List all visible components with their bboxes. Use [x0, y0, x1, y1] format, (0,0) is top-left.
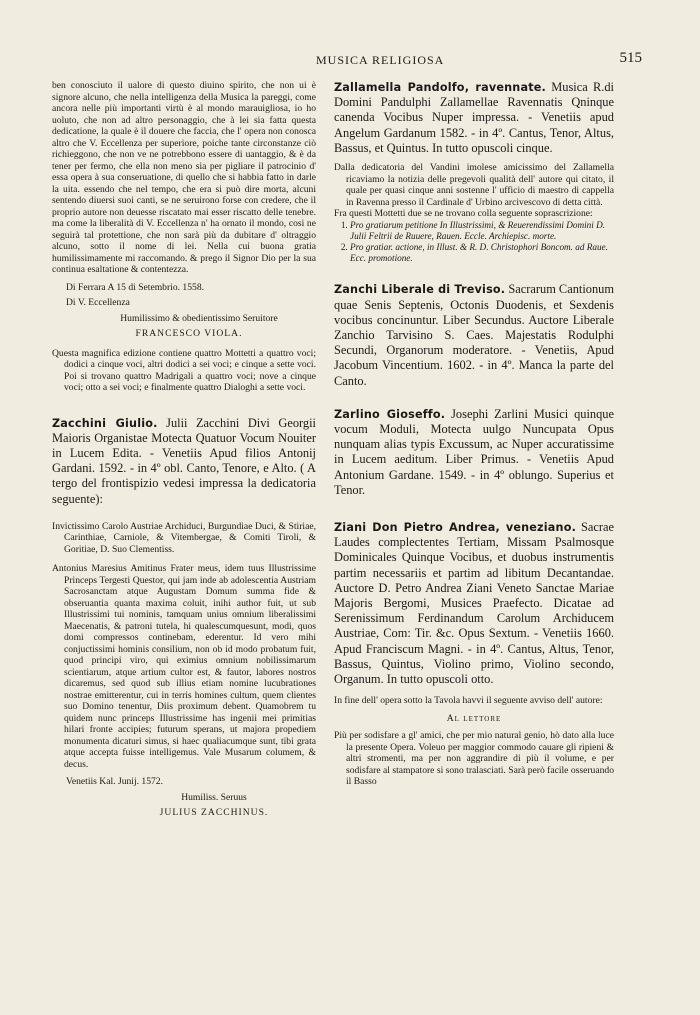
page-header — [54, 50, 642, 70]
entry-zanchi — [334, 282, 614, 388]
motet-list-item: 1. Pro gratiarum petitione In Illustrissimi, & Reuerendissimi Domini D. Julii Feltrii de Ruuere, Rauen. Eccle. Archiepisc. morte. — [350, 220, 614, 242]
letter-date: Di Ferrara A 15 di Setembrio. 1558. — [66, 281, 205, 293]
left-column — [52, 80, 316, 819]
entry-zacchini — [52, 416, 316, 507]
al-lettore-heading: Al lettore — [446, 712, 502, 724]
entry-zarlino — [334, 407, 614, 498]
entry-zarlino-name: Zarlino Gioseffo. — [334, 407, 446, 421]
avviso-text: Più per sodisfare a gl' amici, che per mio natural genio, hò dato alla luce la presente Opera. Voleuo per maggior commodo cauare gli ripieni & altri stromenti, ma per non aggrandire di più il volume, e per sodisfare al stampatore si sono tralasciati. Sarà però facile osseruando il Basso — [334, 730, 614, 788]
latin-signature: JULIUS ZACCHINUS. — [159, 807, 269, 819]
running-title: MUSICA RELIGIOSA — [316, 53, 445, 67]
letter-salutation: Di V. Eccellenza — [66, 297, 130, 308]
ziani-note: In fine dell' opera sotto la Tavola havvi il seguente avviso dell' autore: — [334, 695, 603, 707]
entry-zanchi-body: Sacrarum Cantionum quae Senis Septenis, Octonis Duodenis, et Sexdenis vocibus concinuntur. Liber Secundus. Auctore Liberale Zanchio Tarvisino S. Caes. Majestatis Rodulphi Secundi, Organorum moderatore. - Venetiis, Apud Jacobum Vincentium. 1602. - in 4º. Manca la parte del Canto. — [334, 282, 615, 388]
entry-zacchini-body: Julii Zacchini Divi Georgii Maioris Organistae Motecta Quatuor Vocum Nouiter in Lucem Edita. - Venetiis Apud filios Antonij Gardani. 1592. - in 4º obl. Canto, Tenore, e Alto. ( A tergo del frontispizio vedesi impressa la dedicatoria seguente): — [52, 415, 316, 506]
latin-closing: Humiliss. Seruus — [181, 791, 247, 803]
zallamella-note-2: Fra questi Mottetti due se ne trovano colla seguente soprascrizione: — [334, 208, 593, 220]
motet-list — [334, 220, 614, 265]
letter-body: ben conosciuto il ualore di questo diuino spirito, che non ui è signore alcuno, che nella intelligenza della Musica la pareggi, come ancora nelle più importanti virtù è al mondo marauigliosa, io ho uoluto, che non ad altro personaggio, che à lei sia fatta questa dedicatione, la quale è il douere che faccia, che l' opera non conosca altro che V. Eccellenza per superiore, poiche tante circonstanze ciò richieggono, che non ve ne potrebbono essere di uantaggio, & è da tener per fermo, che ella non meno sia per pigliare il patrocinio d' essa opera à sua conseruatione, di quello che si habbia fatto in darle la uita. essendo che nel tempo, che era si può dire morta, alcuni sentendo diuersi suoi canti, se ne seruirono forse con credere, che il proprio autore non deuesse riscatato mai esser riscatto delle tenebre. ma come la liberalità di V. Eccellenza n' ha ornato il mondo, cosi ne seguirà tal protettione, che non sarà più da dubitare d' oltraggio alcuno, sotto il nome di lei. Nella cui buona gratia humilissimamente mi raccomando. & prego il Signor Dio per la sua continua esaltatione & contentezza. — [52, 80, 316, 275]
entry-zallamella-body: Musica R.di Domini Pandulphi Zallamellae Ravennatis Qninque canenda Vocibus Nuper impressa. - Venetiis apud Angelum Gardanum 1582. - in 4º. Cantus, Tenor, Altus, Bassus, et Quintus. In tutto opuscoli cinque. — [334, 80, 614, 155]
entry-ziani — [334, 520, 614, 687]
letter-closing: Humilissimo & obedientissimo Seruitore — [120, 312, 278, 324]
motet-list-item: 2. Pro gratiar. actione, in Illust. & R. D. Christophori Boncom. ad Raue. Ecc. promotione. — [350, 242, 614, 264]
entry-zarlino-body: Josephi Zarlini Musici quinque vocum Moduli, Motecta uulgo Nuncupata Opus nunquam alias typis Excussum, ac Nuper accuratissime in Lucem aeditum. Liber Primus. - Venetiis Apud Antonium Gardane. 1549. - in 4º oblungo. Superius et Tenor. — [334, 406, 614, 497]
entry-ziani-body: Sacrae Laudes complectentes Tertiam, Missam Psalmosque Dominicales Quinque Vocibus, et duobus instrumentis partim necessariis et partim ad libitum Decantandae. Auctore D. Petro Andrea Ziani Veneto Sanctae Mariae Majoris Bergomi, Musices Praefecto. Dicatae ad Serenissimum Ferdinandum Carolum Archiducem Austriae, Com: Tir. &c. Opus Sextum. - Venetiis 1660. Apud Franciscum Magni. - in 4º. Cantus, Altus, Tenor, Bassus, Quintus, Violino primo, Violino secondo, Organum. In tutto opuscoli otto. — [334, 519, 615, 686]
entry-zanchi-name: Zanchi Liberale di Treviso. — [334, 283, 506, 297]
zallamella-note: Dalla dedicatoria del Vandini imolese amicissimo del Zallamella ricaviamo la notizia delle pregevoli qualità dell' autore qui citato, il quale per quasi cinque anni sostenne l' ufficio di maestro di cappella in Ravenna presso il Cardinale d' Urbino arcivescovo di detta città. — [334, 162, 614, 208]
entry-zacchini-name: Zacchini Giulio. — [52, 416, 158, 430]
dedication-address: Invictissimo Carolo Austriae Archiduci, Burgundiae Duci, & Stiriae, Carinthiae, Carniole, & Vitembergae, & Comiti Tiroli, & Goritiae, D. Suo Clementiss. — [52, 520, 316, 555]
letter-signature: FRANCESCO VIOLA. — [135, 328, 243, 339]
latin-dedication: Antonius Maresius Amitinus Frater meus, idem tuus Illustrissime Princeps Tergesti Questor, qui jam inde ab adolescentia Austriam Sacrosanctam atque Augustam Domum summa fide & obseruantia quanta maxima coluit, inihi author fuit, ut sub Illustrissimi tui nominis, tamquam unius omnium liberalissimi Maecenatis, & patroni tutela, hi qualescumquesunt, modi, quos domi compressos continebam, ederentur. Id vero mihi conjuctissimi hominis consilium, non ob id modo probatum fuit, quod principi viro, qui eximius omnium nobilissimarum scientiarum, atque artium cultor est, & fautor, labores nostros dicaremus, sed quod sub illius etiam nomine lucubrationes nostrae emitterentur, cui in terris homines cultum, quem clientes suo Domino tenentur, Diis proximum debent. Quamobrem tu quidem nunc princeps Illustrissime has ingenii mei primitias hilari fronte accipies; futurum sperans, ut majora propediem monumenta dicaturi simus, si haec qualiacumque sunt, tibi grata atque accepta fuisse intelligemus. Vale Musarum columem, & decus. — [52, 563, 316, 770]
edition-note: Questa magnifica edizione contiene quattro Mottetti a quattro voci; dodici a cinque voci, altri dodici a sei voci; e cinque a sette voci. Poi si trovano quattro Madrigali a quattro voci; nove a cinque voci; otto a sei voci; e finalmente quattro Dialoghi a sette voci. — [52, 347, 316, 393]
entry-ziani-name: Ziani Don Pietro Andrea, veneziano. — [334, 520, 577, 534]
latin-date: Venetiis Kal. Junij. 1572. — [66, 776, 163, 788]
entry-zallamella-name: Zallamella Pandolfo, ravennate. — [334, 81, 547, 94]
entry-zallamella — [334, 80, 614, 156]
right-column — [334, 80, 614, 788]
page-number: 515 — [619, 50, 642, 66]
